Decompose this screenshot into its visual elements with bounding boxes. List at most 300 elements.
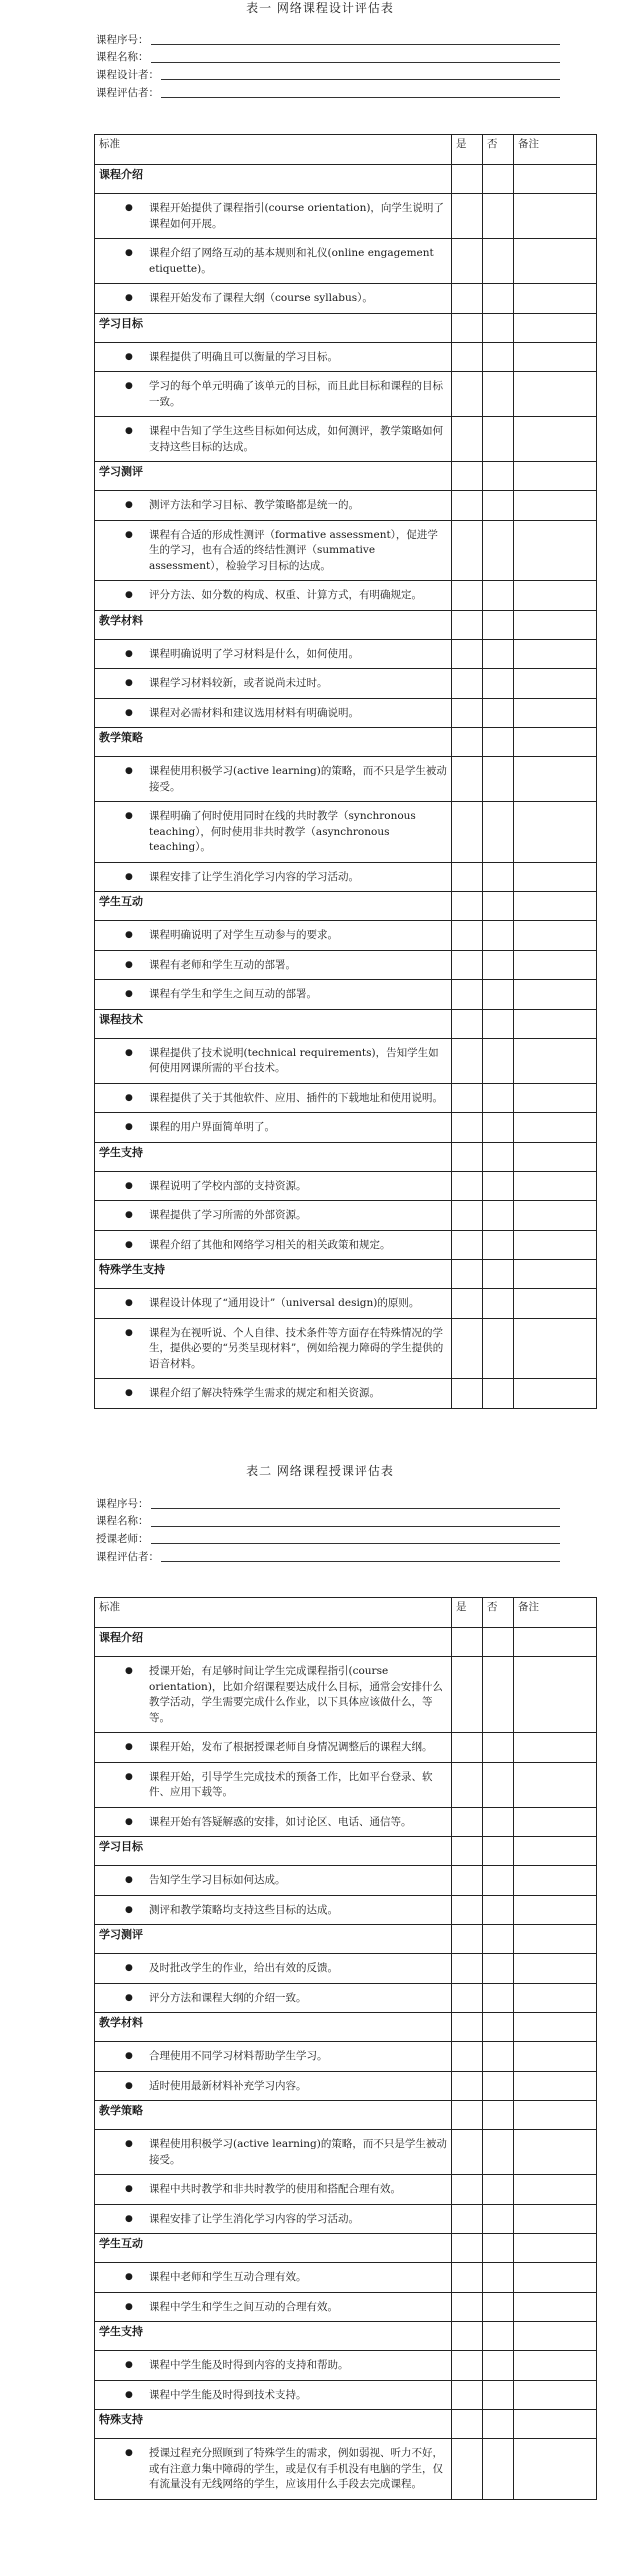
yes-checkbox-cell[interactable] — [452, 862, 483, 892]
bullet-icon: ● — [125, 1180, 133, 1191]
yes-checkbox-cell[interactable] — [452, 757, 483, 802]
bullet-icon: ● — [125, 529, 133, 540]
yes-checkbox-cell[interactable] — [452, 1657, 483, 1733]
no-checkbox-cell[interactable] — [483, 2204, 514, 2234]
yes-checkbox-cell[interactable] — [452, 2351, 483, 2381]
criterion-cell — [95, 1113, 452, 1143]
yes-checkbox-cell[interactable] — [452, 239, 483, 284]
form2-info-fields — [96, 1494, 566, 1565]
section-title: 教学策略 — [95, 728, 452, 757]
info-field-input-line[interactable] — [161, 1560, 560, 1562]
criterion-row — [95, 1083, 597, 1113]
bullet-icon: ● — [125, 1388, 133, 1398]
bullet-icon: ● — [125, 2448, 133, 2458]
yes-checkbox-cell[interactable] — [452, 1201, 483, 1231]
note-cell[interactable] — [514, 2292, 597, 2322]
yes-checkbox-cell[interactable] — [452, 1983, 483, 2013]
criterion-cell — [95, 2042, 452, 2072]
criterion-row — [95, 2380, 597, 2410]
info-field-label: 课程名称： — [96, 51, 149, 64]
bullet-icon: ● — [125, 707, 133, 718]
section-yes-cell — [452, 610, 483, 639]
criterion-bullet-item — [125, 1664, 447, 1726]
note-cell[interactable] — [514, 2042, 597, 2072]
no-checkbox-cell[interactable] — [483, 1083, 514, 1113]
criterion-cell — [95, 1866, 452, 1896]
note-cell[interactable] — [514, 491, 597, 521]
no-checkbox-cell[interactable] — [483, 2351, 514, 2381]
note-cell[interactable] — [514, 1113, 597, 1143]
bullet-icon: ● — [125, 1992, 133, 2003]
info-field-label: 课程序号： — [96, 33, 149, 46]
note-cell[interactable] — [514, 284, 597, 314]
criterion-bullet-item — [125, 1120, 447, 1136]
section-row — [95, 2101, 597, 2130]
criterion-row — [95, 372, 597, 417]
criterion-text: 课程中老师和学生互动合理有效。 — [149, 2271, 307, 2283]
note-cell[interactable] — [514, 1983, 597, 2013]
criterion-row — [95, 342, 597, 372]
header-note: 备注 — [514, 135, 597, 165]
no-checkbox-cell[interactable] — [483, 757, 514, 802]
yes-checkbox-cell[interactable] — [452, 372, 483, 417]
no-checkbox-cell[interactable] — [483, 1038, 514, 1083]
criterion-bullet-item — [125, 1991, 447, 2007]
criterion-row — [95, 2071, 597, 2101]
note-cell[interactable] — [514, 1762, 597, 1807]
criterion-cell — [95, 698, 452, 728]
yes-checkbox-cell[interactable] — [452, 2439, 483, 2500]
note-cell[interactable] — [514, 698, 597, 728]
criterion-cell — [95, 2292, 452, 2322]
note-cell[interactable] — [514, 239, 597, 284]
criterion-bullet-item — [125, 528, 447, 575]
bullet-icon: ● — [125, 1047, 133, 1058]
yes-checkbox-cell[interactable] — [452, 2175, 483, 2205]
note-cell[interactable] — [514, 1230, 597, 1260]
criterion-bullet-item — [125, 350, 447, 366]
info-field-row — [96, 1530, 566, 1548]
no-checkbox-cell[interactable] — [483, 1954, 514, 1984]
criterion-bullet-item — [125, 870, 447, 886]
bullet-icon: ● — [125, 1092, 133, 1103]
yes-checkbox-cell[interactable] — [452, 950, 483, 980]
no-checkbox-cell[interactable] — [483, 921, 514, 951]
no-checkbox-cell[interactable] — [483, 1379, 514, 1409]
bullet-icon: ● — [125, 1904, 133, 1915]
note-cell[interactable] — [514, 1954, 597, 1984]
bullet-icon: ● — [125, 1816, 133, 1827]
criterion-row — [95, 239, 597, 284]
no-checkbox-cell[interactable] — [483, 239, 514, 284]
yes-checkbox-cell[interactable] — [452, 520, 483, 581]
no-checkbox-cell[interactable] — [483, 1762, 514, 1807]
criterion-text: 课程对必需材料和建议选用材料有明确说明。 — [149, 706, 359, 719]
no-checkbox-cell[interactable] — [483, 669, 514, 699]
section-title: 学生互动 — [95, 892, 452, 921]
criterion-text: 课程开始，引导学生完成技术的预备工作，比如平台登录、软件、应用下载等。 — [149, 1770, 433, 1798]
criterion-text: 课程提供了关于其他软件、应用、插件的下载地址和使用说明。 — [149, 1091, 443, 1104]
info-field-input-line[interactable] — [151, 1542, 561, 1544]
yes-checkbox-cell[interactable] — [452, 1762, 483, 1807]
criterion-bullet-item — [125, 1873, 447, 1889]
criterion-text: 告知学生学习目标如何达成。 — [149, 1874, 286, 1886]
criterion-text: 课程介绍了解决特殊学生需求的规定和相关资源。 — [149, 1387, 380, 1399]
criterion-bullet-item — [125, 2182, 447, 2198]
yes-checkbox-cell[interactable] — [452, 284, 483, 314]
note-cell[interactable] — [514, 1866, 597, 1896]
note-cell[interactable] — [514, 1318, 597, 1379]
yes-checkbox-cell[interactable] — [452, 1083, 483, 1113]
info-field-label: 课程名称： — [96, 1515, 149, 1528]
bullet-icon: ● — [125, 351, 133, 362]
yes-checkbox-cell[interactable] — [452, 2263, 483, 2293]
section-title: 学习测评 — [95, 462, 452, 491]
note-cell[interactable] — [514, 2351, 597, 2381]
no-checkbox-cell[interactable] — [483, 2292, 514, 2322]
criterion-row — [95, 1113, 597, 1143]
bullet-icon: ● — [125, 1666, 133, 1676]
note-cell[interactable] — [514, 1201, 597, 1231]
no-checkbox-cell[interactable] — [483, 1318, 514, 1379]
criterion-row — [95, 1762, 597, 1807]
form1-info-fields — [96, 30, 566, 101]
section-title: 学生支持 — [95, 1142, 452, 1171]
section-note-cell — [514, 2234, 597, 2263]
criterion-text: 测评和教学策略均支持这些目标的达成。 — [149, 1903, 338, 1916]
yes-checkbox-cell[interactable] — [452, 2292, 483, 2322]
criterion-row — [95, 2175, 597, 2205]
yes-checkbox-cell[interactable] — [452, 194, 483, 239]
yes-checkbox-cell[interactable] — [452, 1807, 483, 1837]
no-checkbox-cell[interactable] — [483, 417, 514, 462]
criterion-bullet-item — [125, 2358, 447, 2374]
no-checkbox-cell[interactable] — [483, 372, 514, 417]
yes-checkbox-cell[interactable] — [452, 698, 483, 728]
note-cell[interactable] — [514, 417, 597, 462]
note-cell[interactable] — [514, 669, 597, 699]
section-title: 学习目标 — [95, 313, 452, 342]
info-field-row — [96, 1494, 566, 1512]
no-checkbox-cell[interactable] — [483, 2071, 514, 2101]
no-checkbox-cell[interactable] — [483, 950, 514, 980]
criterion-row — [95, 2439, 597, 2500]
section-no-cell — [483, 1837, 514, 1866]
criterion-row — [95, 417, 597, 462]
section-no-cell — [483, 313, 514, 342]
no-checkbox-cell[interactable] — [483, 581, 514, 611]
no-checkbox-cell[interactable] — [483, 1657, 514, 1733]
yes-checkbox-cell[interactable] — [452, 2130, 483, 2175]
bullet-icon: ● — [125, 426, 133, 436]
section-note-cell — [514, 2101, 597, 2130]
section-note-cell — [514, 892, 597, 921]
note-cell[interactable] — [514, 2439, 597, 2500]
section-row — [95, 892, 597, 921]
no-checkbox-cell[interactable] — [483, 980, 514, 1010]
section-row — [95, 2322, 597, 2351]
note-cell[interactable] — [514, 757, 597, 802]
section-title: 特殊支持 — [95, 2410, 452, 2439]
no-checkbox-cell[interactable] — [483, 862, 514, 892]
bullet-icon: ● — [125, 1327, 133, 1338]
section-no-cell — [483, 610, 514, 639]
criterion-row — [95, 2351, 597, 2381]
info-field-row — [96, 1547, 566, 1565]
criterion-bullet-item — [125, 1046, 447, 1077]
bullet-icon: ● — [125, 959, 133, 970]
info-field-input-line[interactable] — [151, 43, 561, 45]
yes-checkbox-cell[interactable] — [452, 1895, 483, 1925]
note-cell[interactable] — [514, 2263, 597, 2293]
criterion-bullet-item — [125, 987, 447, 1003]
no-checkbox-cell[interactable] — [483, 2130, 514, 2175]
section-yes-cell — [452, 313, 483, 342]
criterion-row — [95, 2042, 597, 2072]
note-cell[interactable] — [514, 1657, 597, 1733]
bullet-icon: ● — [125, 1742, 133, 1752]
criterion-bullet-item — [125, 2212, 447, 2228]
bullet-icon: ● — [125, 2389, 133, 2400]
criterion-cell — [95, 2351, 452, 2381]
criterion-text: 课程使用积极学习(active learning)的策略，而不只是学生被动接受。 — [149, 2138, 447, 2166]
yes-checkbox-cell[interactable] — [452, 581, 483, 611]
bullet-icon: ● — [125, 1298, 133, 1308]
info-field-input-line[interactable] — [151, 61, 561, 63]
criterion-bullet-item — [125, 676, 447, 692]
yes-checkbox-cell[interactable] — [452, 802, 483, 863]
section-row — [95, 610, 597, 639]
no-checkbox-cell[interactable] — [483, 1113, 514, 1143]
note-cell[interactable] — [514, 1083, 597, 1113]
note-cell[interactable] — [514, 1807, 597, 1837]
criterion-bullet-item — [125, 379, 447, 410]
criterion-bullet-item — [125, 2446, 447, 2493]
criterion-row — [95, 2263, 597, 2293]
note-cell[interactable] — [514, 1171, 597, 1201]
criterion-cell — [95, 669, 452, 699]
yes-checkbox-cell[interactable] — [452, 1113, 483, 1143]
criterion-text: 课程学习材料较新，或者说尚未过时。 — [149, 677, 328, 689]
header-criteria: 标准 — [95, 135, 452, 165]
no-checkbox-cell[interactable] — [483, 1230, 514, 1260]
no-checkbox-cell[interactable] — [483, 1289, 514, 1319]
section-yes-cell — [452, 1837, 483, 1866]
header-no: 否 — [483, 135, 514, 165]
section-yes-cell — [452, 2234, 483, 2263]
criterion-row — [95, 581, 597, 611]
criterion-cell — [95, 194, 452, 239]
yes-checkbox-cell[interactable] — [452, 1733, 483, 1763]
section-no-cell — [483, 2410, 514, 2439]
criterion-row — [95, 639, 597, 669]
criterion-cell — [95, 1083, 452, 1113]
note-cell[interactable] — [514, 921, 597, 951]
criterion-bullet-item — [125, 2300, 447, 2316]
criterion-cell — [95, 2380, 452, 2410]
yes-checkbox-cell[interactable] — [452, 2204, 483, 2234]
criterion-cell — [95, 1230, 452, 1260]
yes-checkbox-cell[interactable] — [452, 639, 483, 669]
bullet-icon: ● — [125, 2139, 133, 2149]
section-title: 特殊学生支持 — [95, 1260, 452, 1289]
note-cell[interactable] — [514, 802, 597, 863]
bullet-icon: ● — [125, 2213, 133, 2224]
criterion-cell — [95, 1171, 452, 1201]
criterion-text: 及时批改学生的作业，给出有效的反馈。 — [149, 1962, 338, 1974]
no-checkbox-cell[interactable] — [483, 1733, 514, 1763]
info-field-input-line[interactable] — [151, 1507, 561, 1509]
note-cell[interactable] — [514, 980, 597, 1010]
yes-checkbox-cell[interactable] — [452, 417, 483, 462]
yes-checkbox-cell[interactable] — [452, 669, 483, 699]
section-note-cell — [514, 728, 597, 757]
criterion-cell — [95, 581, 452, 611]
yes-checkbox-cell[interactable] — [452, 1379, 483, 1409]
note-cell[interactable] — [514, 1379, 597, 1409]
note-cell[interactable] — [514, 639, 597, 669]
criterion-row — [95, 921, 597, 951]
criterion-cell — [95, 802, 452, 863]
yes-checkbox-cell[interactable] — [452, 1866, 483, 1896]
section-no-cell — [483, 2101, 514, 2130]
yes-checkbox-cell[interactable] — [452, 2380, 483, 2410]
section-yes-cell — [452, 2013, 483, 2042]
criterion-row — [95, 1038, 597, 1083]
criterion-cell — [95, 417, 452, 462]
no-checkbox-cell[interactable] — [483, 2175, 514, 2205]
no-checkbox-cell[interactable] — [483, 1895, 514, 1925]
note-cell[interactable] — [514, 950, 597, 980]
note-cell[interactable] — [514, 1038, 597, 1083]
criterion-text: 课程明确了何时使用同时在线的共时教学（synchronous teaching），何时使用非共时教学（asynchronous teaching）。 — [149, 810, 416, 853]
no-checkbox-cell[interactable] — [483, 284, 514, 314]
info-field-label: 课程设计者： — [96, 69, 159, 82]
criterion-bullet-item — [125, 809, 447, 856]
no-checkbox-cell[interactable] — [483, 698, 514, 728]
criterion-text: 合理使用不同学习材料帮助学生学习。 — [149, 2050, 328, 2062]
criterion-text: 课程安排了让学生消化学习内容的学习活动。 — [149, 870, 359, 883]
criterion-cell — [95, 491, 452, 521]
no-checkbox-cell[interactable] — [483, 491, 514, 521]
note-cell[interactable] — [514, 2071, 597, 2101]
yes-checkbox-cell[interactable] — [452, 1038, 483, 1083]
criterion-text: 课程的用户界面简单明了。 — [149, 1121, 275, 1133]
section-no-cell — [483, 1260, 514, 1289]
criterion-row — [95, 2130, 597, 2175]
criterion-bullet-item — [125, 1961, 447, 1977]
criterion-bullet-item — [125, 1903, 447, 1919]
yes-checkbox-cell[interactable] — [452, 980, 483, 1010]
criterion-row — [95, 1379, 597, 1409]
yes-checkbox-cell[interactable] — [452, 1289, 483, 1319]
no-checkbox-cell[interactable] — [483, 342, 514, 372]
criterion-row — [95, 1733, 597, 1763]
info-field-input-line[interactable] — [161, 96, 560, 98]
no-checkbox-cell[interactable] — [483, 2380, 514, 2410]
no-checkbox-cell[interactable] — [483, 194, 514, 239]
yes-checkbox-cell[interactable] — [452, 1171, 483, 1201]
bullet-icon: ● — [125, 203, 133, 213]
criterion-cell — [95, 1733, 452, 1763]
section-row — [95, 1009, 597, 1038]
yes-checkbox-cell[interactable] — [452, 2042, 483, 2072]
no-checkbox-cell[interactable] — [483, 1201, 514, 1231]
note-cell[interactable] — [514, 194, 597, 239]
section-note-cell — [514, 2410, 597, 2439]
criterion-bullet-item — [125, 2049, 447, 2065]
no-checkbox-cell[interactable] — [483, 2042, 514, 2072]
no-checkbox-cell[interactable] — [483, 1171, 514, 1201]
no-checkbox-cell[interactable] — [483, 802, 514, 863]
yes-checkbox-cell[interactable] — [452, 1230, 483, 1260]
yes-checkbox-cell[interactable] — [452, 921, 483, 951]
info-field-input-line[interactable] — [161, 78, 560, 80]
no-checkbox-cell[interactable] — [483, 2263, 514, 2293]
note-cell[interactable] — [514, 2130, 597, 2175]
criterion-cell — [95, 2439, 452, 2500]
criterion-bullet-item — [125, 1740, 447, 1756]
no-checkbox-cell[interactable] — [483, 639, 514, 669]
note-cell[interactable] — [514, 581, 597, 611]
section-note-cell — [514, 1009, 597, 1038]
criterion-cell — [95, 1954, 452, 1984]
section-no-cell — [483, 2013, 514, 2042]
note-cell[interactable] — [514, 342, 597, 372]
note-cell[interactable] — [514, 862, 597, 892]
bullet-icon: ● — [125, 1239, 133, 1250]
form2-evaluation-table — [94, 1597, 597, 2500]
yes-checkbox-cell[interactable] — [452, 1954, 483, 1984]
note-cell[interactable] — [514, 1895, 597, 1925]
note-cell[interactable] — [514, 2380, 597, 2410]
no-checkbox-cell[interactable] — [483, 2439, 514, 2500]
bullet-icon: ● — [125, 248, 133, 258]
criterion-text: 测评方法和学习目标、教学策略都是统一的。 — [149, 499, 359, 511]
yes-checkbox-cell[interactable] — [452, 342, 483, 372]
section-no-cell — [483, 1925, 514, 1954]
section-row — [95, 313, 597, 342]
info-field-input-line[interactable] — [151, 1525, 561, 1527]
note-cell[interactable] — [514, 2204, 597, 2234]
no-checkbox-cell[interactable] — [483, 1983, 514, 2013]
yes-checkbox-cell[interactable] — [452, 2071, 483, 2101]
table-header-row — [95, 135, 597, 165]
note-cell[interactable] — [514, 1289, 597, 1319]
note-cell[interactable] — [514, 2175, 597, 2205]
criterion-cell — [95, 1201, 452, 1231]
no-checkbox-cell[interactable] — [483, 1866, 514, 1896]
no-checkbox-cell[interactable] — [483, 1807, 514, 1837]
info-field-label: 课程序号： — [96, 1497, 149, 1510]
yes-checkbox-cell[interactable] — [452, 491, 483, 521]
section-note-cell — [514, 462, 597, 491]
note-cell[interactable] — [514, 372, 597, 417]
section-yes-cell — [452, 462, 483, 491]
bullet-icon: ● — [125, 1122, 133, 1132]
criterion-row — [95, 1895, 597, 1925]
yes-checkbox-cell[interactable] — [452, 1318, 483, 1379]
section-row — [95, 1837, 597, 1866]
criterion-row — [95, 1318, 597, 1379]
criterion-cell — [95, 342, 452, 372]
form2-title: 表二 网络课程授课评估表 — [246, 1464, 394, 1478]
note-cell[interactable] — [514, 1733, 597, 1763]
criterion-cell — [95, 372, 452, 417]
no-checkbox-cell[interactable] — [483, 520, 514, 581]
criterion-bullet-item — [125, 201, 447, 232]
note-cell[interactable] — [514, 520, 597, 581]
